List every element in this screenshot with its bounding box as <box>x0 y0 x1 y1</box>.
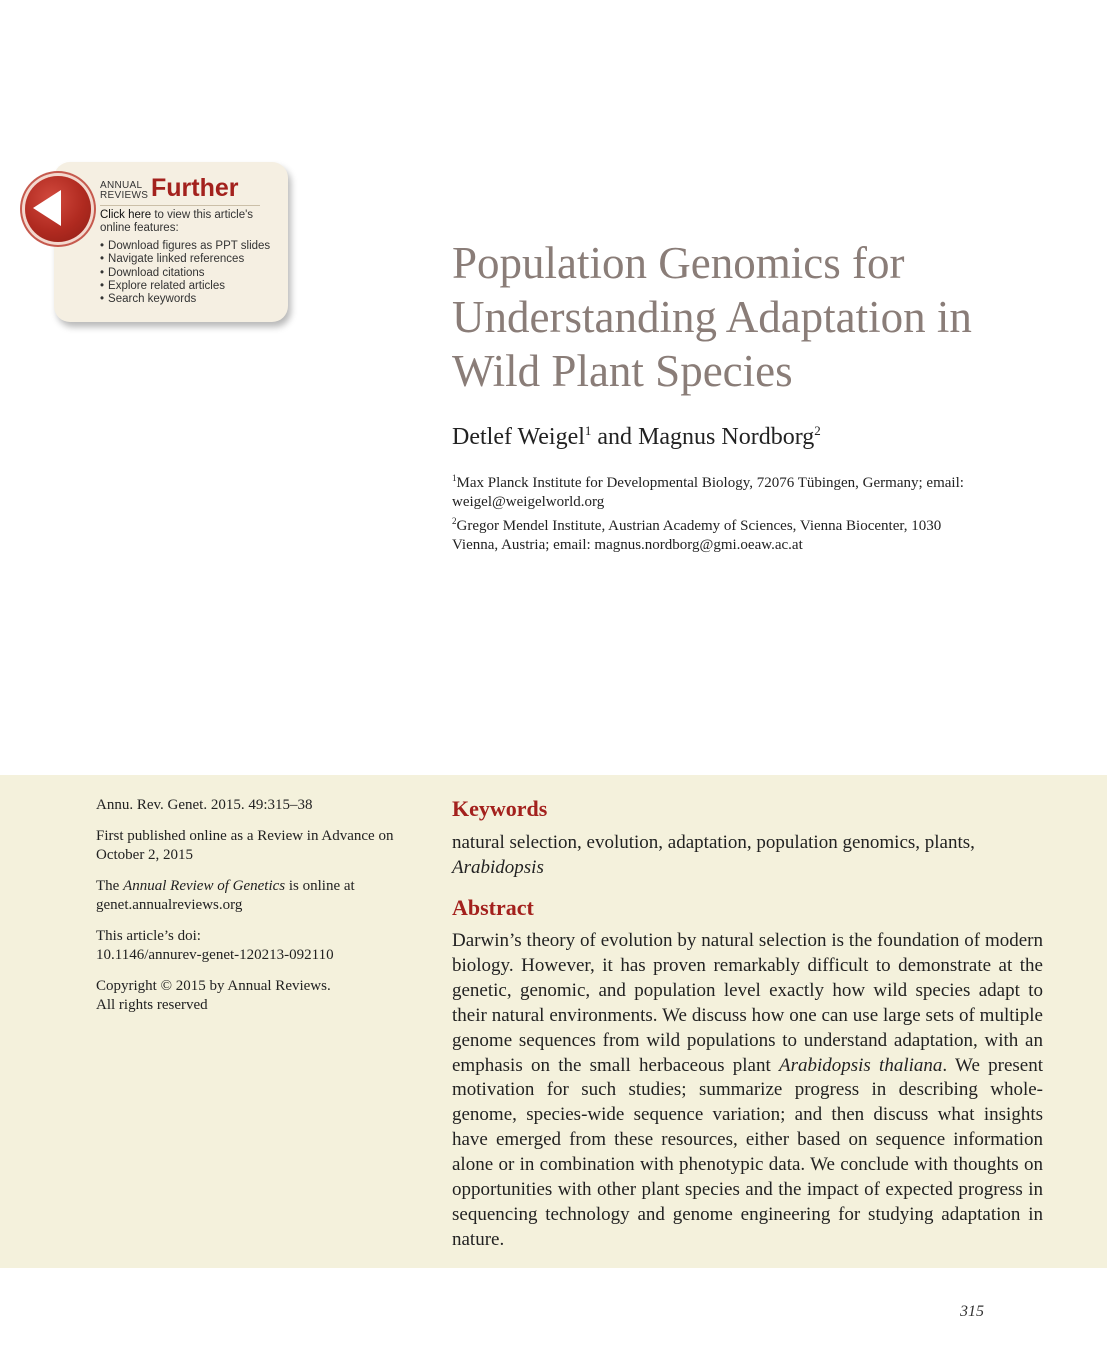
doi-block <box>96 927 416 965</box>
further-title: Further <box>151 174 239 202</box>
rights: All rights reserved <box>96 997 208 1013</box>
journal-url[interactable]: is online at genet.annualreviews.org <box>96 878 355 913</box>
citation: Annu. Rev. Genet. 2015. 49:315–38 <box>96 797 313 813</box>
back-arrow-icon[interactable] <box>33 190 61 226</box>
author-1: Detlef Weigel <box>452 424 585 450</box>
annual-reviews-logo: ANNUAL REVIEWS <box>100 180 149 201</box>
further-intro: to view this article's online features: <box>100 209 254 235</box>
journal-name: Annual Review of Genetics <box>123 878 286 894</box>
further-body <box>100 209 280 307</box>
feature-download-ppt[interactable]: • Download figures as PPT slides <box>100 240 280 253</box>
doi-label: This article’s doi: <box>96 928 201 944</box>
affiliation-1-text: Max Planck Institute for Developmental Biology, 72076 Tübingen, Germany; email: weigel@weigelworld.org <box>452 475 964 510</box>
affiliation-2 <box>452 512 972 555</box>
doi-value[interactable]: 10.1146/annurev-genet-120213-092110 <box>96 947 334 963</box>
abstract-heading: Abstract <box>452 895 534 920</box>
feature-download-citations[interactable]: • Download citations <box>100 267 280 280</box>
further-divider <box>100 205 260 206</box>
copyright-block <box>96 977 416 1015</box>
author-2: Magnus Nordborg <box>638 424 815 450</box>
feature-linked-references[interactable]: • Navigate linked references <box>100 253 280 266</box>
click-here-link[interactable]: Click here <box>100 209 152 221</box>
keywords-heading: Keywords <box>452 796 548 821</box>
affiliation-1-mark: 1 <box>452 473 457 483</box>
affiliation-2-text: Gregor Mendel Institute, Austrian Academy of Sciences, Vienna Biocenter, 1030 Vienna, Austria; email: magnus.nordborg@gmi.oeaw.ac.at <box>452 518 942 553</box>
copyright: Copyright © 2015 by Annual Reviews. <box>96 978 331 994</box>
feature-related-articles[interactable]: • Explore related articles <box>100 280 280 293</box>
article-title: Population Genomics for Understanding Adaptation in Wild Plant Species <box>452 238 972 396</box>
author-2-affil-mark: 2 <box>814 423 821 438</box>
feature-search-keywords[interactable]: • Search keywords <box>100 293 280 306</box>
abstract-text: Darwin’s theory of evolution by natural selection is the foundation of modern biology. However, it has proven remarkably difficult to demonstrate at the genetic, genomic, and population level exactly how wild species adapt to their natural environments. We discuss how one can use large sets of multiple genome sequences from wild populations to understand adaptation, with an emphasis on the small herbaceous plant Arabidopsis thaliana. We present motivation for such studies; summarize progress in describing whole-genome, species-wide sequence variation; and then discuss what insights have emerged from these resources, either based on sequence information alone or in combination with phenotypic data. We conclude with thoughts on opportunities with other plant species and the impact of expected progress in sequencing technology and genome engineering for studying adaptation in nature. <box>452 930 1043 1250</box>
author-conjunction: and <box>591 424 639 450</box>
abstract-species-name: Arabidopsis thaliana <box>778 1054 943 1076</box>
author-1-affil-mark: 1 <box>584 423 592 438</box>
page-number: 315 <box>960 1303 984 1320</box>
online-at: The Annual Review of Genetics is online at genet.annualreviews.org <box>96 878 355 913</box>
affiliation-1 <box>452 469 972 512</box>
further-feature-list <box>100 240 280 307</box>
affiliation-2-mark: 2 <box>452 516 457 526</box>
author-line <box>452 423 821 451</box>
keyword-arabidopsis: Arabidopsis <box>452 857 544 878</box>
first-published: First published online as a Review in Advance on October 2, 2015 <box>96 828 394 863</box>
keywords-text: natural selection, evolution, adaptation, population genomics, plants, Arabidopsis <box>452 832 975 878</box>
